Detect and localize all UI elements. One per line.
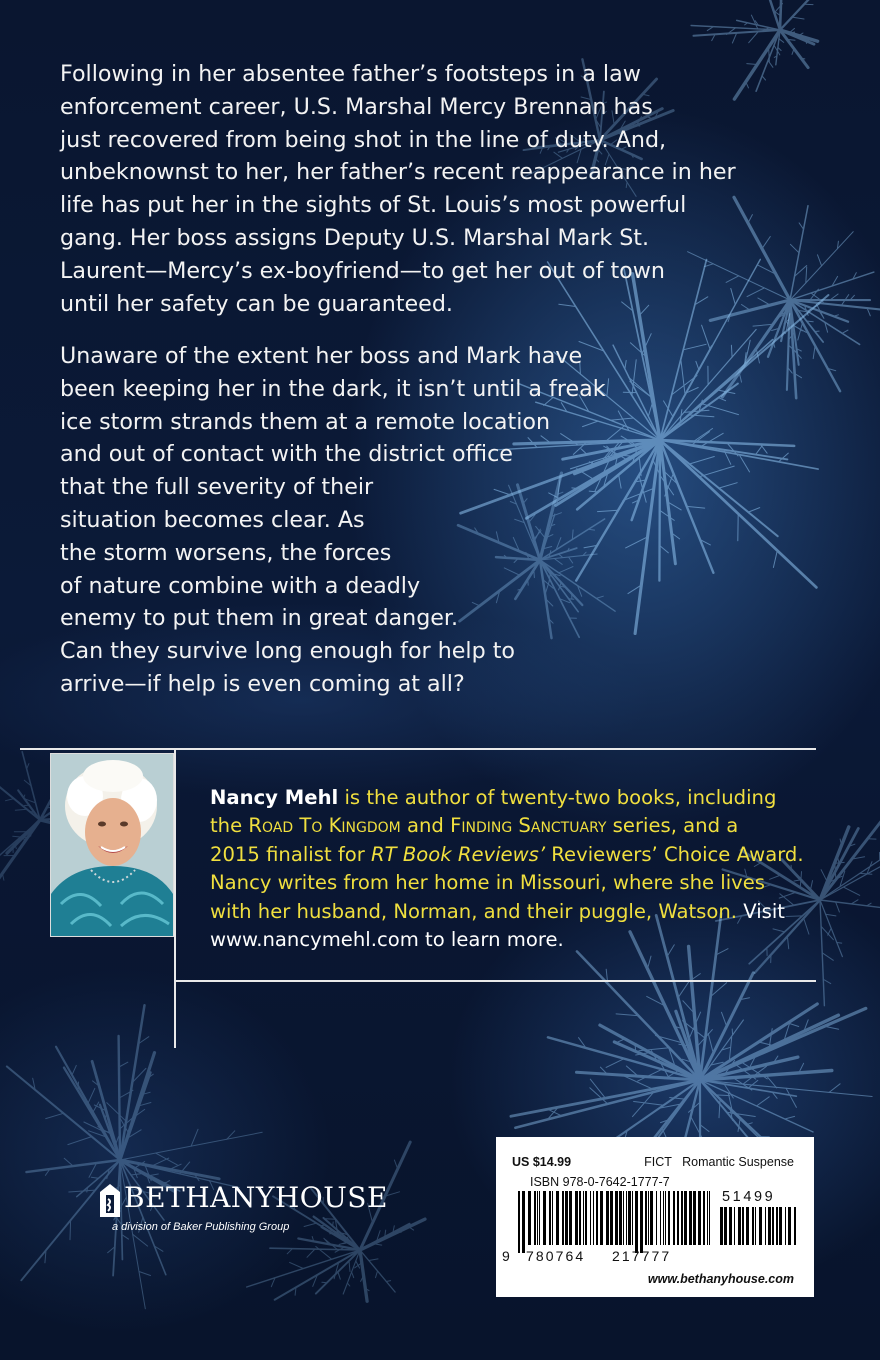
blurb-line: until her safety can be guaranteed. — [60, 290, 453, 317]
blurb-line: enforcement career, U.S. Marshal Mercy Brennan has — [60, 93, 653, 120]
author-name: Nancy Mehl — [210, 786, 339, 809]
blurb-paragraph-1 — [60, 58, 760, 320]
blurb-line: just recovered from being shot in the line of duty. And, — [60, 126, 667, 153]
publisher-website: www.bethanyhouse.com — [647, 1272, 794, 1286]
barcode — [516, 1191, 712, 1253]
isbn-label: ISBN 978-0-7642-1777-7 — [530, 1175, 670, 1189]
author-bio — [210, 784, 840, 954]
bio-text: is the author of twenty-two books, including — [338, 786, 777, 809]
blurb-line: life has put her in the sights of St. Louis’s most powerful — [60, 192, 687, 219]
author-portrait-illustration — [51, 754, 173, 936]
blurb-line: Laurent—Mercy’s ex-boyfriend—to get her out of town — [60, 257, 665, 284]
blurb-line: the storm worsens, the forces — [60, 539, 392, 566]
author-photo — [50, 753, 174, 937]
bio-text: series, and a — [606, 814, 739, 838]
barcode-addon — [718, 1207, 798, 1253]
ean-digits-left: 780764 — [526, 1248, 586, 1264]
bio-text-visit: Visit — [737, 899, 785, 923]
bio-text: Reviewers’ Choice Award. — [545, 842, 804, 866]
bio-line-1 — [210, 784, 840, 812]
author-website-line: www.nancymehl.com to learn more. — [210, 928, 564, 952]
blurb-line: that the full severity of their — [60, 474, 374, 501]
publisher-name: BETHANYHOUSE — [124, 1181, 388, 1214]
bio-line-3 — [210, 841, 840, 869]
bio-text: with her husband, Norman, and their puggle, Watson. — [210, 899, 737, 923]
bio-text: and — [400, 814, 451, 838]
series-name: Finding Sanctuary — [450, 814, 607, 838]
vertical-divider-line — [174, 748, 176, 1048]
bethany-house-logo-icon — [98, 1183, 122, 1219]
blurb-line: been keeping her in the dark, it isn’t until a freak — [60, 375, 606, 402]
bio-line-2 — [210, 812, 840, 840]
bio-text: the — [210, 814, 249, 838]
publisher-subtitle: a division of Baker Publishing Group — [112, 1221, 290, 1233]
blurb-paragraph-2 — [60, 340, 760, 701]
blurb-line: Unaware of the extent her boss and Mark have — [60, 343, 583, 369]
category-label: FICT Romantic Suspense — [644, 1155, 794, 1169]
bottom-divider-line — [176, 980, 816, 982]
blurb-line: Can they survive long enough for help to — [60, 638, 516, 665]
ean-digit-first: 9 — [502, 1248, 510, 1264]
bio-text: 2015 finalist for — [210, 842, 372, 866]
price-label: US $14.99 — [512, 1155, 572, 1169]
ean-digits-right: 217777 — [612, 1248, 672, 1264]
award-publication: RT Book Reviews’ — [371, 842, 546, 866]
blurb-line: arrive—if help is even coming at all? — [60, 670, 465, 697]
barcode-box — [496, 1137, 814, 1297]
blurb-line: and out of contact with the district office — [60, 441, 513, 468]
blurb-line: unbeknownst to her, her father’s recent reappearance in her — [60, 159, 736, 186]
blurb-line: Following in her absentee father’s footsteps in a law — [60, 61, 641, 87]
blurb-line: of nature combine with a deadly — [60, 572, 421, 599]
barcode-addon-digits: 51499 — [722, 1189, 776, 1205]
publisher-logo — [98, 1183, 398, 1243]
blurb-line: situation becomes clear. As — [60, 506, 365, 533]
blurb-line: ice storm strands them at a remote location — [60, 408, 551, 435]
series-name: Road To Kingdom — [248, 814, 401, 838]
blurb-line: gang. Her boss assigns Deputy U.S. Marshal Mark St. — [60, 224, 650, 251]
blurb-line: enemy to put them in great danger. — [60, 605, 459, 632]
bio-line-4: Nancy writes from her home in Missouri, where she lives — [210, 871, 766, 895]
top-divider-line — [20, 748, 816, 750]
bio-line-5 — [210, 898, 840, 926]
